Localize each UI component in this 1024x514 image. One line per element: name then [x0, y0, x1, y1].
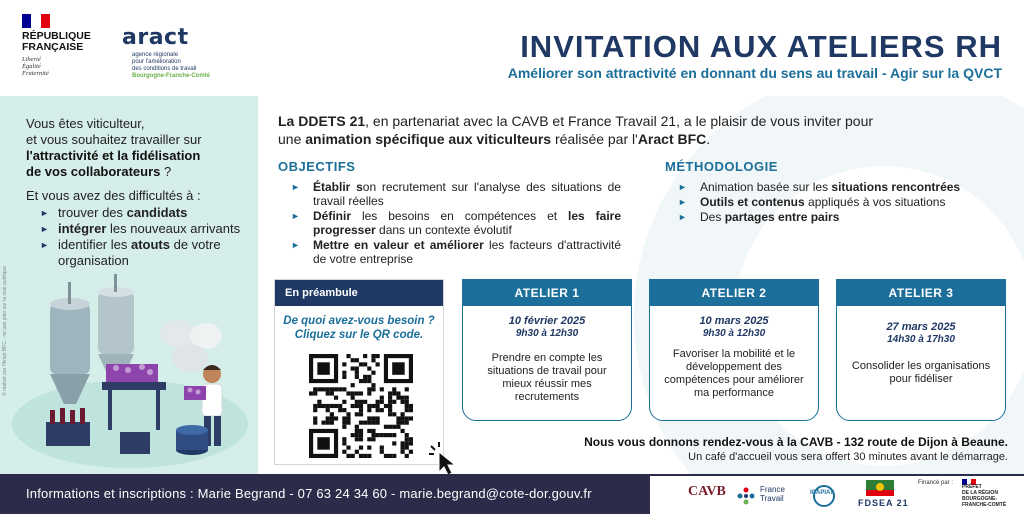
prefet-line: PRÉFET: [962, 484, 982, 490]
page-title: INVITATION AUX ATELIERS RH: [520, 29, 1002, 64]
atelier-title: ATELIER 2: [650, 280, 818, 306]
rf-name-line: FRANÇAISE: [22, 41, 84, 53]
france-travail-logo: [760, 485, 785, 503]
prefet-line: FRANCHE-COMTÉ: [962, 502, 1007, 508]
atelier-description: Prendre en compte les situations de travail pour mieux réussir mes recrutements: [487, 352, 607, 403]
page-subtitle: Améliorer son attractivité en donnant du sens au travail - Agir sur la QVCT: [507, 65, 1002, 81]
french-flag-icon: [22, 14, 50, 28]
left-intro-bold: l'attractivité et la fidélisation: [26, 148, 201, 163]
atelier-title: ATELIER 1: [463, 280, 631, 306]
aract-tagline: des conditions de travail: [132, 66, 197, 72]
list-item: ► Définir les besoins en compétences et les faire progresser dans un contexte évolutif: [291, 209, 621, 237]
left-intro-line: Vous êtes viticulteur,: [26, 116, 145, 131]
aract-tagline: agence régionale: [132, 52, 179, 58]
atelier-description: Consolider les organisations pour fidéliser: [851, 360, 991, 385]
list-item: ► intégrer les nouveaux arrivants: [40, 221, 240, 237]
ocapiat-logo: ICAPIAT: [810, 490, 834, 496]
rf-name-line: RÉPUBLIQUE: [22, 30, 91, 42]
preambule-header: En préambule: [275, 280, 443, 306]
fdsea-icon: [866, 480, 894, 496]
rf-motto-line: Liberté: [22, 56, 41, 63]
atelier-time: 9h30 à 12h30: [515, 328, 579, 339]
atelier-time: 14h30 à 17h30: [887, 334, 955, 345]
preambule-card: [274, 279, 444, 465]
contact-info[interactable]: Informations et inscriptions : Marie Begrand - 07 63 24 34 60 - marie.begrand@cote-dor.gouv.fr: [26, 486, 592, 501]
france-travail-icon: [736, 486, 756, 506]
atelier-card-3: [836, 279, 1006, 421]
atelier-card-1: [462, 279, 632, 421]
rf-motto-line: Fraternité: [22, 70, 49, 77]
preambule-line: Cliquez sur le QR code.: [294, 329, 424, 341]
list-item: ► Des partages entre pairs: [678, 210, 998, 224]
atelier-date: 10 mars 2025: [699, 315, 769, 327]
list-item: ► Outils et contenus appliqués à vos situations: [678, 195, 998, 209]
left-difficulties-label: Et vous avez des difficultés à :: [26, 188, 201, 203]
atelier-date: 10 février 2025: [508, 315, 586, 327]
header: [0, 0, 1024, 96]
list-item: ► trouver des candidats: [40, 205, 240, 221]
winery-illustration: [10, 274, 250, 472]
aract-tagline: pour l'amélioration: [132, 59, 181, 65]
atelier-time: 9h30 à 12h30: [702, 328, 766, 339]
objectifs-title: OBJECTIFS: [278, 159, 356, 174]
objectifs-list: [291, 180, 621, 267]
aract-region: Bourgogne-Franche-Comté: [132, 73, 210, 79]
cafe-text: Un café d'accueil vous sera offert 30 minutes avant le démarrage.: [688, 451, 1008, 463]
list-item: ► Animation basée sur les situations rencontrées: [678, 180, 998, 194]
left-intro-line: et vous souhaitez travailler sur: [26, 132, 202, 147]
credit-text: © réalisé par l'Aract BFC - ne pas jeter sur la voie publique: [2, 266, 8, 396]
right-panel: [258, 96, 1024, 474]
methodologie-list: [678, 180, 998, 225]
main-band: [0, 96, 1024, 474]
list-item: ► Établir son recrutement sur l'analyse des situations de travail réelles: [291, 180, 621, 208]
atelier-description: Favoriser la mobilité et le développement des compétences pour améliorer ma performance: [664, 348, 804, 399]
prefet-line: DE LA RÉGION: [962, 490, 998, 496]
ocapiat-icon: [812, 484, 836, 508]
rendez-vous-text: Nous vous donnons rendez-vous à la CAVB - 132 route de Dijon à Beaune.: [584, 435, 1008, 449]
footer: [0, 474, 1024, 514]
qr-code[interactable]: [309, 354, 413, 458]
preambule-line: De quoi avez-vous besoin ?: [283, 315, 435, 327]
list-item: ► identifier les atouts de votre organisation: [40, 237, 240, 269]
rf-motto-line: Égalité: [22, 63, 41, 70]
intro-paragraph: La DDETS 21, en partenariat avec la CAVB et France Travail 21, a le plaisir de vous inviter pour une animation spécifique aux viticulteurs réalisée par l'Aract BFC.: [278, 113, 874, 147]
atelier-card-2: [649, 279, 819, 421]
cavb-logo: CAVB: [688, 484, 726, 499]
fdsea-logo: FDSEA 21: [858, 498, 909, 508]
partner-logos: [650, 476, 1024, 514]
aract-name: aract: [122, 25, 189, 50]
atelier-date: 27 mars 2025: [886, 321, 956, 333]
france-travail-line: Travail: [760, 494, 784, 503]
left-panel: [0, 96, 258, 474]
atelier-title: ATELIER 3: [837, 280, 1005, 306]
aract-logo: [122, 26, 232, 80]
left-intro-suffix: ?: [160, 164, 172, 179]
preambule-text: [275, 314, 443, 342]
france-travail-line: France: [760, 485, 785, 494]
list-item: ► Mettre en valeur et améliorer les facteurs d'attractivité de votre entreprise: [291, 238, 621, 266]
difficulties-list: [40, 205, 240, 269]
cursor-click-icon: [427, 440, 459, 474]
left-intro: [26, 116, 202, 180]
methodologie-title: MÉTHODOLOGIE: [665, 159, 778, 174]
prefet-line: BOURGOGNE-: [962, 496, 997, 502]
prefet-logo: [962, 484, 1006, 508]
finance-label: Financé par :: [918, 480, 954, 486]
republique-francaise-logo: [22, 14, 102, 77]
left-intro-bold: de vos collaborateurs: [26, 164, 161, 179]
